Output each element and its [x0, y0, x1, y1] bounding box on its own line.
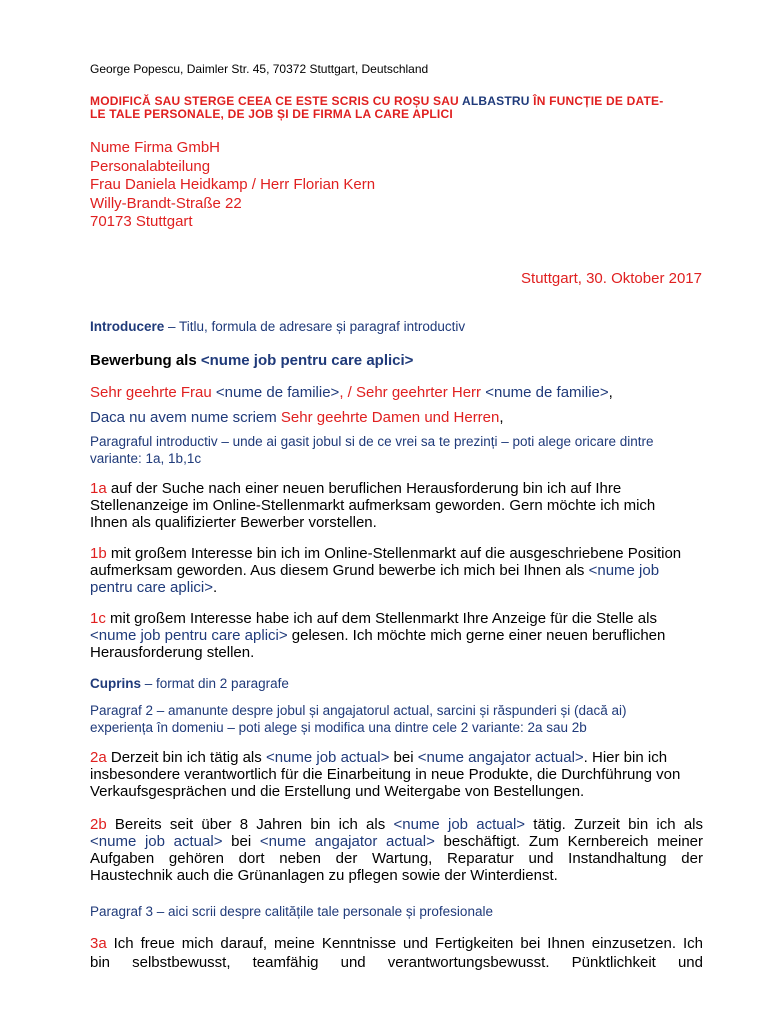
intro-note-line-1: Paragraful introductiv – unde ai gasit jobul si de ce vrei sa te prezinți – poti alege oricare dintre [90, 434, 654, 449]
paragraph-3a-line-2: bin selbstbewusst, teamfähig und verantwortungsbewusst. Pünktlichkeit und [90, 954, 703, 971]
paragraph-2b-line-2: <nume job actual> bei <nume angajator actual> beschäftigt. Zum Kernbereich meiner [90, 833, 703, 850]
paragraph-3a-line-1: 3a Ich freue mich darauf, meine Kenntnisse und Fertigkeiten bei Ihnen einzusetzen. Ich [90, 935, 703, 952]
paragraph-2b-line-3: Aufgaben gehören dort neben der Wartung, Reparatur und Instandhaltung der [90, 850, 703, 867]
paragraph-1a-line-1: 1a auf der Suche nach einer neuen beruflichen Herausforderung bin ich auf Ihre [90, 480, 622, 497]
paragraph-2a-line-3: Verkaufsgesprächen und die Erstellung und Weitergabe von Bestellungen. [90, 783, 585, 800]
paragraph-1a-line-2: Stellenanzeige im Online-Stellenmarkt aufmerksam geworden. Gern möchte ich mich [90, 497, 656, 514]
sender-line: George Popescu, Daimler Str. 45, 70372 Stuttgart, Deutschland [90, 62, 429, 76]
paragraph-1c-line-1: 1c mit großem Interesse habe ich auf dem Stellenmarkt Ihre Anzeige für die Stelle als [90, 610, 657, 627]
paragraph-2b-line-4: Haustechnik auch die Grünanlagen zu pflegen sowie der Winterdienst. [90, 867, 558, 884]
paragraph-1b-line-3: pentru care aplici>. [90, 579, 218, 596]
paragraph-1a-line-3: Ihnen als qualifizierter Bewerber vorstellen. [90, 514, 377, 531]
alt-salutation: Daca nu avem nume scriem Sehr geehrte Damen und Herren, [90, 409, 504, 426]
paragraph-1c-line-3: Herausforderung stellen. [90, 644, 255, 661]
recipient-line: Willy-Brandt-Straße 22 [90, 195, 242, 212]
recipient-line: Nume Firma GmbH [90, 139, 221, 156]
paragraph-1b-line-1: 1b mit großem Interesse bin ich im Online-Stellenmarkt auf die ausgeschriebene Position [90, 545, 682, 562]
subject-line: Bewerbung als <nume job pentru care aplici> [90, 352, 414, 369]
paragraph-1b-line-2: aufmerksam geworden. Aus diesem Grund bewerbe ich mich bei Ihnen als <nume job [90, 562, 660, 579]
intro-heading: Introducere – Titlu, formula de adresare și paragraf introductiv [90, 319, 466, 334]
intro-note-line-2: variante: 1a, 1b,1c [90, 451, 202, 466]
p2-note-line-2: experiența în domeniu – poti alege și modifica una dintre cele 2 variante: 2a sau 2b [90, 720, 587, 735]
recipient-line: Personalabteilung [90, 158, 211, 175]
instruction-blue-word: ALBASTRU [462, 94, 530, 108]
instruction-line-1: MODIFICĂ SAU STERGE CEEA CE ESTE SCRIS CU ROȘU SAU ALBASTRU ÎN FUNCȚIE DE DATE- [90, 94, 664, 108]
subject-placeholder: <nume job pentru care aplici> [200, 352, 414, 369]
recipient-line: Frau Daniela Heidkamp / Herr Florian Kern [90, 176, 376, 193]
recipient-line: 70173 Stuttgart [90, 213, 193, 230]
paragraph-1c-line-2: <nume job pentru care aplici> gelesen. Ich möchte mich gerne einer neuen beruflichen [90, 627, 666, 644]
paragraph-2a-line-2: insbesondere verantwortlich für die Einarbeitung in neue Produkte, die Durchführung von [90, 766, 681, 783]
cuprins-heading: Cuprins – format din 2 paragrafe [90, 676, 289, 691]
salutation: Sehr geehrte Frau <nume de familie>, / Sehr geehrter Herr <nume de familie>, [90, 384, 613, 401]
p2-note-line-1: Paragraf 2 – amanunte despre jobul și angajatorul actual, sarcini și răspunderi și (dacă ai) [90, 703, 627, 718]
p3-note: Paragraf 3 – aici scrii despre calitățile tale personale și profesionale [90, 904, 493, 919]
instruction-line-2: LE TALE PERSONALE, DE JOB ȘI DE FIRMA LA CARE APLICI [90, 107, 453, 121]
paragraph-2a-line-1: 2a Derzeit bin ich tätig als <nume job actual> bei <nume angajator actual>. Hier bin ich [90, 749, 668, 766]
letter-date: Stuttgart, 30. Oktober 2017 [521, 270, 702, 287]
paragraph-2b-line-1: 2b Bereits seit über 8 Jahren bin ich als <nume job actual> tätig. Zurzeit bin ich als [90, 816, 703, 833]
